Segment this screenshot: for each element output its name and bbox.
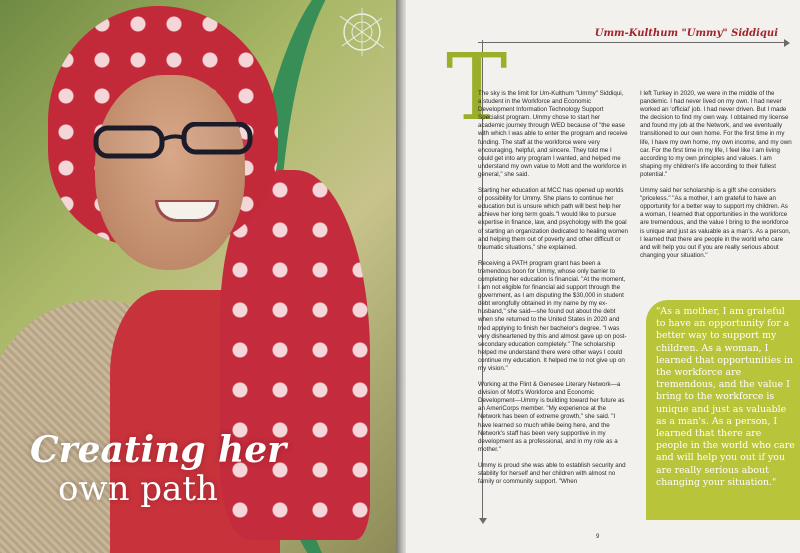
text-page [406, 0, 800, 553]
paragraph: Ummy said her scholarship is a gift she considers "priceless." "As a mother, I am grateful to have an opportunity for a better way to support my children. As a woman, I learned that opportunities in the workforce are tremendous, and the value I bring to the workforce is unique and just as valuable as a man's. As a person, I learned that there are people in the world who care and will help you out if you are really serious about changing your situation." [640, 187, 791, 259]
page-number: 9 [596, 534, 600, 540]
arrow-down-icon [479, 518, 487, 524]
title-line-1: Creating her [30, 429, 287, 471]
page-header [466, 28, 788, 50]
paragraph: I left Turkey in 2020, we were in the middle of the pandemic. I had never lived on my own. I had never worked an 'official' job. I had never driven. But I made the decision to find my own way. I obtained my license and found my job at the Network, and we eventually transitioned to our own home. For the first time in my life, I have my own home, my own income, and my own car. For the first time in my life, I feel like I am living according to my own principles and values. I am shaping my children's life according to their fullest potential." [640, 90, 792, 178]
paragraph: Ummy is proud she was able to establish security and stability for herself and her children with almost no family or community support. "When [478, 461, 626, 486]
subject-name: Umm-Kulthum "Ummy" Siddiqui [594, 28, 778, 39]
paragraph: Starting her education at MCC has opened up worlds of possibility for Ummy. She plans to continue her education but is unsure which path will best help her achieve her long term goals."I would like to pursue expertise in finance, law, and psychology with the goal of starting an organization dedicated to healing women and helping them out of poverty and other difficult or traumatic situations," she explained. [478, 187, 628, 251]
drop-cap: T [446, 34, 508, 141]
paragraph: Working at the Flint & Genesee Literary Network—a division of Mott's Workforce and Economic Development—Ummy is building toward her future as an AmeriCorps member. "My experience at the Network has been of extreme growth," she said. "I have learned so much while being here, and the Network's staff has been very supportive in my development as a professional, and in my role as a mother." [478, 381, 625, 453]
text-column-1 [478, 90, 628, 494]
pull-quote-box [646, 300, 800, 520]
header-rule [478, 42, 788, 43]
article-title [30, 430, 330, 508]
pull-quote: "As a mother, I am grateful to have an opportunity for a better way to support my children. As a woman, I learned that opportunities in the workforce are tremendous, and the value I bring to the workforce is unique and just as valuable as a man's. As a person, I learned that there are people in the world who care and will help you out if you are really serious about changing your situation." [656, 306, 795, 488]
title-line-2: own path [58, 469, 218, 509]
arrow-right-icon [784, 39, 790, 47]
glasses-icon [88, 122, 258, 162]
photo-page [0, 0, 398, 553]
face [95, 75, 245, 270]
paragraph: The sky is the limit for Um-Kulthum "Ummy" Siddiqui, a student in the Workforce and Economic Development Information Technology Support Specialist program. Ummy chose to start her academic journey through WED because of "the ease with which I was able to enter the program and receive funding. The staff at the workforce were very encouraging, helpful, and sincere. They told me I could get into any program I wanted, and helped me understand my own value to Mott and the workforce in general," she said. [478, 90, 628, 178]
text-column-2 [640, 90, 792, 268]
compass-logo-icon [336, 6, 388, 58]
paragraph: Receiving a PATH program grant has been a tremendous boon for Ummy, whose only barrier to completing her education is financial. "At the moment, I am not eligible for financial aid support through the government, as I am disputing the $30,000 in student debt wrongfully obtained in my name by my ex-husband," she said—she found out about the debt when she returned to the United States in 2020 and tried applying to finish her bachelor's degree. "I was very disheartened by this and almost gave up on post-secondary education completely." The scholarship helped me understand there were other ways I could continue my education. It helped me to not give up on my vision." [478, 259, 627, 372]
